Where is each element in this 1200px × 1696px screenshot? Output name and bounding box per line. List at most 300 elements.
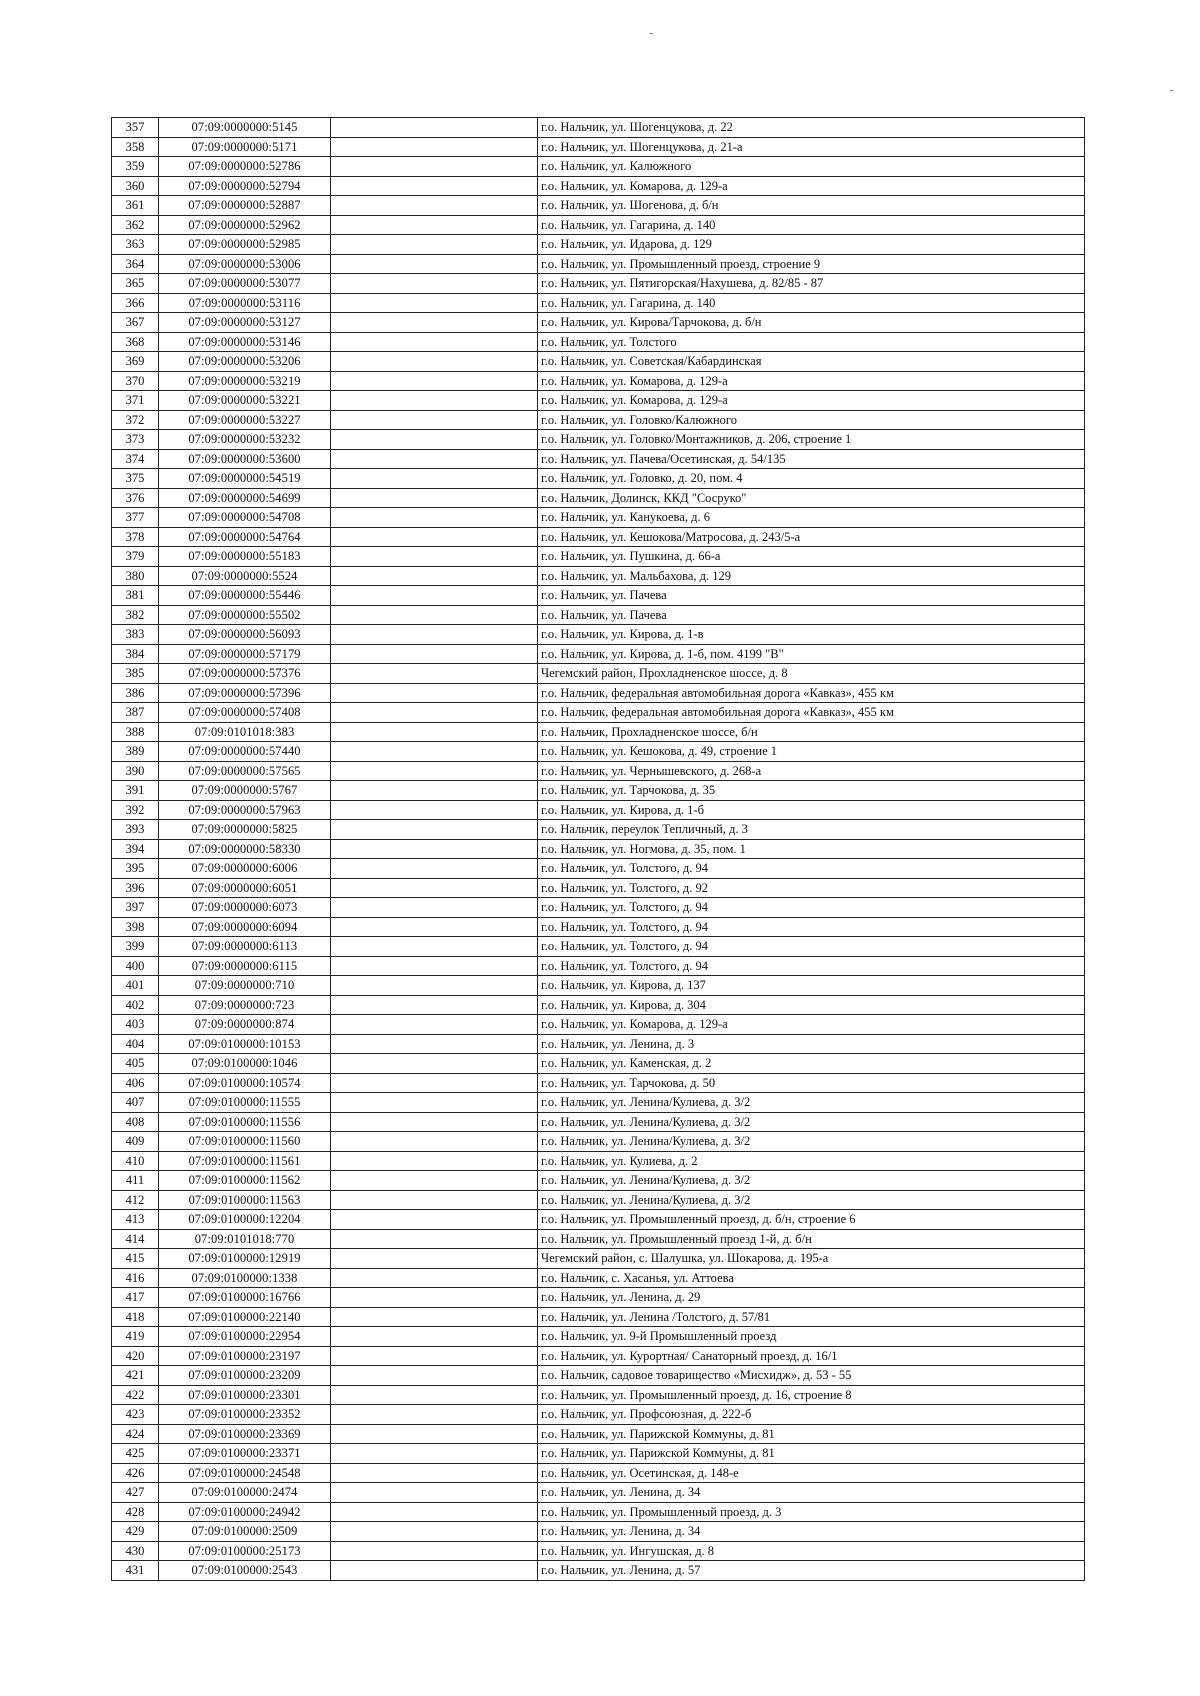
empty-cell [331, 1073, 538, 1093]
table-row [112, 1541, 1085, 1561]
empty-cell [331, 683, 538, 703]
cadastral-number: 07:09:0100000:11563 [159, 1190, 331, 1210]
address: г.о. Нальчик, ул. Пачева [538, 605, 1085, 625]
empty-cell [331, 1015, 538, 1035]
table-row [112, 137, 1085, 157]
row-number: 383 [112, 625, 159, 645]
row-number: 371 [112, 391, 159, 411]
cadastral-number: 07:09:0000000:53232 [159, 430, 331, 450]
cadastral-number: 07:09:0000000:53600 [159, 449, 331, 469]
cadastral-number: 07:09:0000000:53221 [159, 391, 331, 411]
empty-cell [331, 176, 538, 196]
table-row [112, 1483, 1085, 1503]
table-row [112, 605, 1085, 625]
row-number: 430 [112, 1541, 159, 1561]
row-number: 373 [112, 430, 159, 450]
table-row [112, 1502, 1085, 1522]
cadastral-number: 07:09:0000000:52962 [159, 215, 331, 235]
empty-cell [331, 800, 538, 820]
row-number: 394 [112, 839, 159, 859]
address: Чегемский район, с. Шалушка, ул. Шокарова, д. 195-а [538, 1249, 1085, 1269]
table-row [112, 781, 1085, 801]
row-number: 406 [112, 1073, 159, 1093]
address: г.о. Нальчик, ул. Пачева [538, 586, 1085, 606]
empty-cell [331, 898, 538, 918]
table-row [112, 254, 1085, 274]
address: г.о. Нальчик, ул. Толстого, д. 94 [538, 937, 1085, 957]
empty-cell [331, 547, 538, 567]
table-row [112, 332, 1085, 352]
address: г.о. Нальчик, ул. Промышленный проезд, д. 3 [538, 1502, 1085, 1522]
table-row [112, 157, 1085, 177]
cadastral-number: 07:09:0100000:22140 [159, 1307, 331, 1327]
empty-cell [331, 1151, 538, 1171]
table-row [112, 566, 1085, 586]
table-row [112, 352, 1085, 372]
table-row [112, 391, 1085, 411]
empty-cell [331, 839, 538, 859]
scan-speck [1170, 90, 1173, 91]
address: г.о. Нальчик, ул. Пачева/Осетинская, д. 54/135 [538, 449, 1085, 469]
address: г.о. Нальчик, ул. Толстого, д. 92 [538, 878, 1085, 898]
cadastral-number: 07:09:0000000:52786 [159, 157, 331, 177]
empty-cell [331, 1327, 538, 1347]
table-row [112, 1249, 1085, 1269]
scan-speck [650, 33, 653, 34]
cadastral-number: 07:09:0100000:11560 [159, 1132, 331, 1152]
row-number: 411 [112, 1171, 159, 1191]
table-row [112, 917, 1085, 937]
table-row [112, 1151, 1085, 1171]
table-row [112, 1229, 1085, 1249]
table-row [112, 995, 1085, 1015]
address: г.о. Нальчик, ул. Ленина, д. 34 [538, 1483, 1085, 1503]
row-number: 423 [112, 1405, 159, 1425]
row-number: 395 [112, 859, 159, 879]
table-row [112, 1307, 1085, 1327]
address: г.о. Нальчик, ул. Промышленный проезд 1-й, д. б/н [538, 1229, 1085, 1249]
empty-cell [331, 703, 538, 723]
cadastral-number: 07:09:0101018:383 [159, 722, 331, 742]
cadastral-number: 07:09:0100000:11555 [159, 1093, 331, 1113]
row-number: 364 [112, 254, 159, 274]
empty-cell [331, 1249, 538, 1269]
row-number: 413 [112, 1210, 159, 1230]
address: г.о. Нальчик, Прохладненское шоссе, б/н [538, 722, 1085, 742]
address: г.о. Нальчик, ул. Толстого, д. 94 [538, 917, 1085, 937]
empty-cell [331, 449, 538, 469]
row-number: 362 [112, 215, 159, 235]
empty-cell [331, 1561, 538, 1581]
empty-cell [331, 586, 538, 606]
table-row [112, 703, 1085, 723]
row-number: 389 [112, 742, 159, 762]
row-number: 427 [112, 1483, 159, 1503]
cadastral-number: 07:09:0000000:55502 [159, 605, 331, 625]
table-row [112, 371, 1085, 391]
table-row [112, 293, 1085, 313]
address: г.о. Нальчик, ул. Толстого, д. 94 [538, 956, 1085, 976]
empty-cell [331, 488, 538, 508]
cadastral-number: 07:09:0000000:54699 [159, 488, 331, 508]
empty-cell [331, 1522, 538, 1542]
cadastral-number: 07:09:0100000:23369 [159, 1424, 331, 1444]
empty-cell [331, 430, 538, 450]
address: г.о. Нальчик, ул. Осетинская, д. 148-е [538, 1463, 1085, 1483]
empty-cell [331, 371, 538, 391]
table-row [112, 761, 1085, 781]
table-row [112, 449, 1085, 469]
table-row [112, 1268, 1085, 1288]
address: г.о. Нальчик, ул. Ленина /Толстого, д. 57/81 [538, 1307, 1085, 1327]
address: г.о. Нальчик, ул. Промышленный проезд, д. 16, строение 8 [538, 1385, 1085, 1405]
address: г.о. Нальчик, Долинск, ККД "Сосруко" [538, 488, 1085, 508]
table-row [112, 410, 1085, 430]
table-row [112, 1463, 1085, 1483]
cadastral-number: 07:09:0101018:770 [159, 1229, 331, 1249]
empty-cell [331, 781, 538, 801]
table-row [112, 1034, 1085, 1054]
address: г.о. Нальчик, с. Хасанья, ул. Аттоева [538, 1268, 1085, 1288]
cadastral-number: 07:09:0000000:53116 [159, 293, 331, 313]
registry-rows [112, 118, 1085, 1581]
cadastral-number: 07:09:0000000:53206 [159, 352, 331, 372]
empty-cell [331, 410, 538, 430]
cadastral-number: 07:09:0000000:57565 [159, 761, 331, 781]
empty-cell [331, 1190, 538, 1210]
table-row [112, 118, 1085, 138]
row-number: 412 [112, 1190, 159, 1210]
cadastral-number: 07:09:0100000:1338 [159, 1268, 331, 1288]
table-row [112, 839, 1085, 859]
table-row [112, 1385, 1085, 1405]
table-row [112, 527, 1085, 547]
row-number: 417 [112, 1288, 159, 1308]
cadastral-number: 07:09:0000000:874 [159, 1015, 331, 1035]
address: г.о. Нальчик, ул. Толстого, д. 94 [538, 859, 1085, 879]
table-row [112, 1210, 1085, 1230]
table-row [112, 1132, 1085, 1152]
address: г.о. Нальчик, ул. Пушкина, д. 66-а [538, 547, 1085, 567]
cadastral-number: 07:09:0000000:55183 [159, 547, 331, 567]
row-number: 366 [112, 293, 159, 313]
empty-cell [331, 293, 538, 313]
empty-cell [331, 508, 538, 528]
address: г.о. Нальчик, ул. Пятигорская/Нахушева, д. 82/85 - 87 [538, 274, 1085, 294]
row-number: 390 [112, 761, 159, 781]
empty-cell [331, 274, 538, 294]
empty-cell [331, 956, 538, 976]
address: г.о. Нальчик, ул. Головко/Калюжного [538, 410, 1085, 430]
cadastral-number: 07:09:0000000:6051 [159, 878, 331, 898]
address: г.о. Нальчик, ул. Кирова, д. 1-б [538, 800, 1085, 820]
address: г.о. Нальчик, ул. Тарчокова, д. 50 [538, 1073, 1085, 1093]
row-number: 368 [112, 332, 159, 352]
cadastral-number: 07:09:0000000:53227 [159, 410, 331, 430]
address: г.о. Нальчик, ул. Идарова, д. 129 [538, 235, 1085, 255]
address: г.о. Нальчик, ул. Промышленный проезд, строение 9 [538, 254, 1085, 274]
row-number: 363 [112, 235, 159, 255]
address: г.о. Нальчик, ул. Кешокова, д. 49, строение 1 [538, 742, 1085, 762]
table-row [112, 508, 1085, 528]
table-row [112, 586, 1085, 606]
cadastral-number: 07:09:0000000:5524 [159, 566, 331, 586]
row-number: 408 [112, 1112, 159, 1132]
address: г.о. Нальчик, ул. Головко, д. 20, пом. 4 [538, 469, 1085, 489]
cadastral-number: 07:09:0100000:11561 [159, 1151, 331, 1171]
address: г.о. Нальчик, ул. Ногмова, д. 35, пом. 1 [538, 839, 1085, 859]
table-row [112, 274, 1085, 294]
table-row [112, 1424, 1085, 1444]
empty-cell [331, 137, 538, 157]
row-number: 419 [112, 1327, 159, 1347]
cadastral-number: 07:09:0100000:11562 [159, 1171, 331, 1191]
table-row [112, 1561, 1085, 1581]
address: г.о. Нальчик, ул. Шогенцукова, д. 21-а [538, 137, 1085, 157]
empty-cell [331, 820, 538, 840]
address: г.о. Нальчик, ул. Ленина/Кулиева, д. 3/2 [538, 1093, 1085, 1113]
cadastral-number: 07:09:0100000:10153 [159, 1034, 331, 1054]
row-number: 401 [112, 976, 159, 996]
row-number: 361 [112, 196, 159, 216]
empty-cell [331, 118, 538, 138]
empty-cell [331, 625, 538, 645]
cadastral-number: 07:09:0000000:5145 [159, 118, 331, 138]
address: г.о. Нальчик, ул. Ленина/Кулиева, д. 3/2 [538, 1132, 1085, 1152]
empty-cell [331, 391, 538, 411]
cadastral-number: 07:09:0000000:53146 [159, 332, 331, 352]
table-row [112, 1444, 1085, 1464]
cadastral-number: 07:09:0000000:5171 [159, 137, 331, 157]
row-number: 392 [112, 800, 159, 820]
empty-cell [331, 1444, 538, 1464]
cadastral-number: 07:09:0100000:23371 [159, 1444, 331, 1464]
address: г.о. Нальчик, ул. Ленина/Кулиева, д. 3/2 [538, 1190, 1085, 1210]
row-number: 424 [112, 1424, 159, 1444]
address: г.о. Нальчик, ул. Промышленный проезд, д. б/н, строение 6 [538, 1210, 1085, 1230]
table-row [112, 898, 1085, 918]
table-row [112, 722, 1085, 742]
row-number: 358 [112, 137, 159, 157]
address: Чегемский район, Прохладненское шоссе, д. 8 [538, 664, 1085, 684]
cadastral-number: 07:09:0000000:55446 [159, 586, 331, 606]
address: г.о. Нальчик, ул. Калюжного [538, 157, 1085, 177]
empty-cell [331, 1034, 538, 1054]
cadastral-number: 07:09:0000000:723 [159, 995, 331, 1015]
cadastral-number: 07:09:0000000:53219 [159, 371, 331, 391]
table-row [112, 1054, 1085, 1074]
address: г.о. Нальчик, ул. Чернышевского, д. 268-а [538, 761, 1085, 781]
row-number: 428 [112, 1502, 159, 1522]
address: г.о. Нальчик, ул. Ингушская, д. 8 [538, 1541, 1085, 1561]
row-number: 429 [112, 1522, 159, 1542]
cadastral-number: 07:09:0000000:54764 [159, 527, 331, 547]
table-row [112, 800, 1085, 820]
row-number: 426 [112, 1463, 159, 1483]
table-row [112, 644, 1085, 664]
cadastral-number: 07:09:0000000:57396 [159, 683, 331, 703]
cadastral-number: 07:09:0100000:12204 [159, 1210, 331, 1230]
table-row [112, 235, 1085, 255]
row-number: 409 [112, 1132, 159, 1152]
table-row [112, 859, 1085, 879]
address: г.о. Нальчик, ул. Кирова, д. 137 [538, 976, 1085, 996]
address: г.о. Нальчик, ул. Канукоева, д. 6 [538, 508, 1085, 528]
cadastral-number: 07:09:0000000:52887 [159, 196, 331, 216]
address: г.о. Нальчик, ул. Кирова, д. 304 [538, 995, 1085, 1015]
empty-cell [331, 1541, 538, 1561]
address: г.о. Нальчик, ул. Кирова/Тарчокова, д. б/н [538, 313, 1085, 333]
empty-cell [331, 254, 538, 274]
address: г.о. Нальчик, ул. Гагарина, д. 140 [538, 215, 1085, 235]
cadastral-number: 07:09:0100000:2474 [159, 1483, 331, 1503]
cadastral-number: 07:09:0100000:23352 [159, 1405, 331, 1425]
row-number: 418 [112, 1307, 159, 1327]
address: г.о. Нальчик, ул. Головко/Монтажников, д. 206, строение 1 [538, 430, 1085, 450]
empty-cell [331, 1054, 538, 1074]
cadastral-number: 07:09:0100000:1046 [159, 1054, 331, 1074]
row-number: 396 [112, 878, 159, 898]
empty-cell [331, 1093, 538, 1113]
table-row [112, 1346, 1085, 1366]
empty-cell [331, 215, 538, 235]
empty-cell [331, 352, 538, 372]
row-number: 415 [112, 1249, 159, 1269]
empty-cell [331, 995, 538, 1015]
empty-cell [331, 878, 538, 898]
cadastral-number: 07:09:0100000:10574 [159, 1073, 331, 1093]
row-number: 405 [112, 1054, 159, 1074]
address: г.о. Нальчик, ул. Комарова, д. 129-а [538, 176, 1085, 196]
cadastral-number: 07:09:0000000:57179 [159, 644, 331, 664]
row-number: 379 [112, 547, 159, 567]
cadastral-number: 07:09:0000000:52794 [159, 176, 331, 196]
empty-cell [331, 527, 538, 547]
cadastral-number: 07:09:0100000:23209 [159, 1366, 331, 1386]
address: г.о. Нальчик, ул. Толстого [538, 332, 1085, 352]
table-row [112, 488, 1085, 508]
empty-cell [331, 196, 538, 216]
cadastral-number: 07:09:0000000:57440 [159, 742, 331, 762]
address: г.о. Нальчик, ул. Советская/Кабардинская [538, 352, 1085, 372]
table-row [112, 1522, 1085, 1542]
address: г.о. Нальчик, ул. Ленина/Кулиева, д. 3/2 [538, 1171, 1085, 1191]
row-number: 367 [112, 313, 159, 333]
table-row [112, 1073, 1085, 1093]
row-number: 431 [112, 1561, 159, 1581]
cadastral-number: 07:09:0000000:6006 [159, 859, 331, 879]
table-row [112, 976, 1085, 996]
empty-cell [331, 664, 538, 684]
cadastral-number: 07:09:0000000:54519 [159, 469, 331, 489]
row-number: 402 [112, 995, 159, 1015]
table-row [112, 547, 1085, 567]
address: г.о. Нальчик, ул. Тарчокова, д. 35 [538, 781, 1085, 801]
cadastral-number: 07:09:0000000:52985 [159, 235, 331, 255]
address: г.о. Нальчик, ул. Гагарина, д. 140 [538, 293, 1085, 313]
cadastral-number: 07:09:0000000:6094 [159, 917, 331, 937]
table-row [112, 878, 1085, 898]
cadastral-number: 07:09:0000000:58330 [159, 839, 331, 859]
cadastral-number: 07:09:0100000:22954 [159, 1327, 331, 1347]
empty-cell [331, 1385, 538, 1405]
cadastral-number: 07:09:0000000:53006 [159, 254, 331, 274]
row-number: 399 [112, 937, 159, 957]
row-number: 357 [112, 118, 159, 138]
cadastral-number: 07:09:0000000:6113 [159, 937, 331, 957]
empty-cell [331, 1288, 538, 1308]
empty-cell [331, 1132, 538, 1152]
cadastral-number: 07:09:0000000:5767 [159, 781, 331, 801]
empty-cell [331, 1210, 538, 1230]
row-number: 381 [112, 586, 159, 606]
table-row [112, 1171, 1085, 1191]
table-row [112, 625, 1085, 645]
table-row [112, 176, 1085, 196]
row-number: 382 [112, 605, 159, 625]
empty-cell [331, 566, 538, 586]
address: г.о. Нальчик, ул. Комарова, д. 129-а [538, 391, 1085, 411]
row-number: 398 [112, 917, 159, 937]
row-number: 416 [112, 1268, 159, 1288]
cadastral-number: 07:09:0100000:23301 [159, 1385, 331, 1405]
address: г.о. Нальчик, ул. Кешокова/Матросова, д. 243/5-а [538, 527, 1085, 547]
address: г.о. Нальчик, ул. Шогенова, д. б/н [538, 196, 1085, 216]
table-row [112, 1112, 1085, 1132]
address: г.о. Нальчик, ул. Толстого, д. 94 [538, 898, 1085, 918]
address: г.о. Нальчик, ул. 9-й Промышленный проезд [538, 1327, 1085, 1347]
cadastral-number: 07:09:0000000:57408 [159, 703, 331, 723]
address: г.о. Нальчик, федеральная автомобильная дорога «Кавказ», 455 км [538, 683, 1085, 703]
table-row [112, 1327, 1085, 1347]
address: г.о. Нальчик, ул. Профсоюзная, д. 222-б [538, 1405, 1085, 1425]
cadastral-number: 07:09:0100000:16766 [159, 1288, 331, 1308]
cadastral-number: 07:09:0100000:25173 [159, 1541, 331, 1561]
cadastral-number: 07:09:0000000:57376 [159, 664, 331, 684]
row-number: 385 [112, 664, 159, 684]
empty-cell [331, 722, 538, 742]
row-number: 369 [112, 352, 159, 372]
empty-cell [331, 1112, 538, 1132]
address: г.о. Нальчик, ул. Ленина, д. 57 [538, 1561, 1085, 1581]
row-number: 421 [112, 1366, 159, 1386]
empty-cell [331, 1171, 538, 1191]
cadastral-number: 07:09:0000000:53127 [159, 313, 331, 333]
empty-cell [331, 157, 538, 177]
row-number: 422 [112, 1385, 159, 1405]
row-number: 400 [112, 956, 159, 976]
cadastral-number: 07:09:0000000:57963 [159, 800, 331, 820]
empty-cell [331, 976, 538, 996]
table-row [112, 1366, 1085, 1386]
row-number: 365 [112, 274, 159, 294]
row-number: 384 [112, 644, 159, 664]
cadastral-number: 07:09:0100000:12919 [159, 1249, 331, 1269]
row-number: 376 [112, 488, 159, 508]
table-row [112, 664, 1085, 684]
row-number: 380 [112, 566, 159, 586]
row-number: 414 [112, 1229, 159, 1249]
row-number: 404 [112, 1034, 159, 1054]
address: г.о. Нальчик, ул. Кирова, д. 1-б, пом. 4199 "В" [538, 644, 1085, 664]
table-row [112, 1015, 1085, 1035]
table-row [112, 683, 1085, 703]
table-row [112, 215, 1085, 235]
address: г.о. Нальчик, ул. Парижской Коммуны, д. 81 [538, 1444, 1085, 1464]
address: г.о. Нальчик, ул. Ленина, д. 3 [538, 1034, 1085, 1054]
empty-cell [331, 859, 538, 879]
row-number: 410 [112, 1151, 159, 1171]
